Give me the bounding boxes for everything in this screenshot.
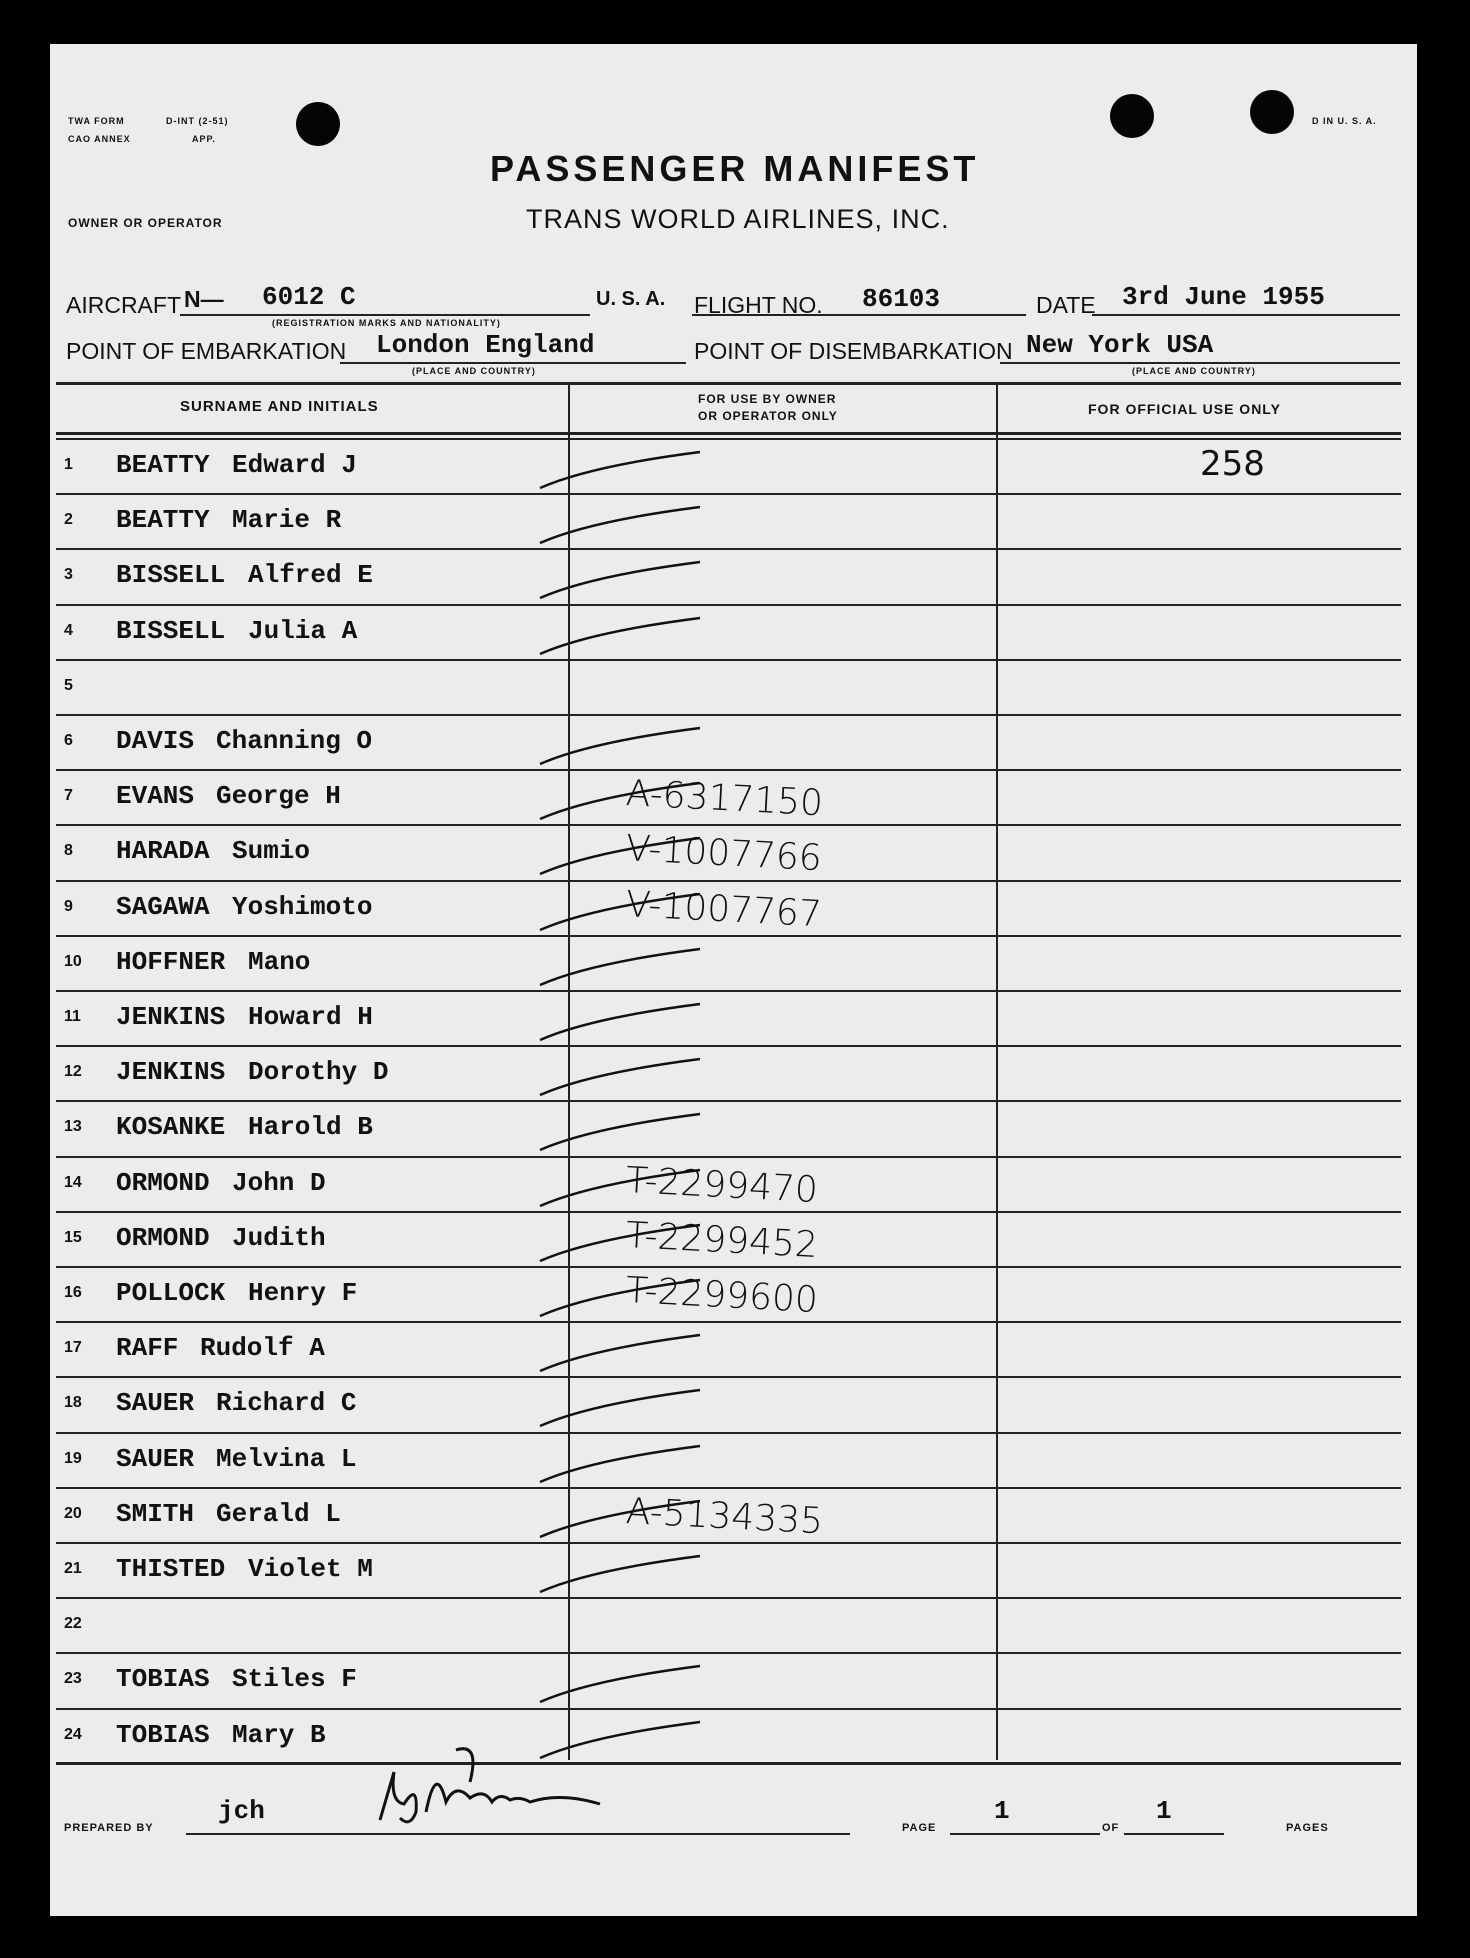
- passenger-surname: SAUER: [116, 1388, 195, 1419]
- passenger-given-name: Gerald L: [216, 1498, 341, 1529]
- passenger-surname: THISTED: [116, 1554, 226, 1584]
- passenger-given-name: Harold B: [248, 1112, 373, 1143]
- visa-number-note: V-1007766: [624, 828, 823, 880]
- row-number: 7: [64, 787, 73, 805]
- column-header-names: SURNAME AND INITIALS: [180, 398, 379, 415]
- row-number: 24: [64, 1725, 82, 1743]
- passenger-given-name: Judith: [232, 1222, 326, 1253]
- passenger-surname: POLLOCK: [116, 1278, 226, 1308]
- printed-in-usa: D IN U. S. A.: [1312, 116, 1377, 126]
- row-number: 4: [64, 621, 73, 639]
- punch-hole: [296, 102, 340, 146]
- passenger-given-name: Channing O: [216, 726, 373, 756]
- visa-number-note: T-2299470: [624, 1159, 819, 1211]
- row-number: 10: [64, 952, 82, 970]
- check-stroke: [530, 941, 710, 991]
- row-number: 13: [64, 1118, 82, 1136]
- column-header-official: FOR OFFICIAL USE ONLY: [1088, 401, 1281, 417]
- manifest-sheet: [50, 44, 1417, 1916]
- pages-label: PAGES: [1286, 1822, 1329, 1834]
- check-stroke: [530, 996, 710, 1046]
- row-number: 5: [64, 676, 73, 694]
- row-number: 8: [64, 842, 73, 860]
- passenger-surname: EVANS: [116, 781, 195, 812]
- registration-note: (REGISTRATION MARKS AND NATIONALITY): [272, 318, 501, 328]
- passenger-surname: ORMOND: [116, 1222, 210, 1253]
- passenger-surname: ORMOND: [116, 1167, 210, 1198]
- passenger-surname: BEATTY: [116, 450, 210, 480]
- passenger-surname: BISSELL: [116, 615, 226, 646]
- check-stroke: [530, 720, 710, 770]
- flight-value: 86103: [862, 284, 941, 314]
- cao-annex-tail: APP.: [192, 134, 216, 144]
- passenger-surname: DAVIS: [116, 726, 195, 756]
- form-number: TWA FORM: [68, 116, 125, 126]
- row-number: 20: [64, 1504, 82, 1522]
- passenger-given-name: Alfred E: [248, 560, 373, 591]
- visa-number-note: V-1007767: [624, 883, 823, 935]
- row-number: 21: [64, 1560, 82, 1577]
- passenger-given-name: Rudolf A: [200, 1333, 325, 1364]
- punch-hole: [1250, 90, 1294, 134]
- passenger-given-name: George H: [216, 781, 341, 812]
- page-label: PAGE: [902, 1822, 937, 1834]
- cao-annex: CAO ANNEX: [68, 134, 131, 144]
- row-number: 16: [64, 1284, 82, 1301]
- prepared-by-label: PREPARED BY: [64, 1822, 154, 1834]
- row-number: 18: [64, 1394, 82, 1412]
- passenger-surname: SMITH: [116, 1498, 195, 1529]
- passenger-given-name: Melvina L: [216, 1443, 357, 1474]
- owner-operator-label: OWNER OR OPERATOR: [68, 216, 223, 230]
- check-stroke: [530, 1327, 710, 1377]
- airline-name: TRANS WORLD AIRLINES, INC.: [526, 204, 950, 234]
- signature: [360, 1742, 660, 1832]
- passenger-given-name: Howard H: [248, 1002, 373, 1032]
- row-number: 15: [64, 1228, 82, 1246]
- check-stroke: [530, 1106, 710, 1156]
- passenger-given-name: Stiles F: [232, 1664, 357, 1695]
- aircraft-label: AIRCRAFT: [66, 292, 181, 318]
- passenger-given-name: Marie R: [232, 505, 342, 536]
- flight-label: FLIGHT NO.: [694, 292, 823, 318]
- form-number-tail: D-INT (2-51): [166, 116, 229, 126]
- check-stroke: [530, 610, 710, 660]
- disembarkation-label: POINT OF DISEMBARKATION: [694, 338, 1013, 364]
- row-number: 22: [64, 1615, 82, 1633]
- row-number: 2: [64, 511, 73, 529]
- column-header-owner-2: OR OPERATOR ONLY: [698, 409, 838, 423]
- passenger-given-name: Yoshimoto: [232, 891, 373, 922]
- check-stroke: [530, 1548, 710, 1598]
- row-number: 1: [64, 456, 73, 473]
- passenger-surname: SAUER: [116, 1443, 195, 1474]
- visa-number-note: T-2299452: [624, 1214, 819, 1266]
- visa-number-note: A-5134335: [624, 1490, 824, 1543]
- row-number: 14: [64, 1173, 82, 1191]
- row-number: 23: [64, 1670, 82, 1688]
- check-stroke: [530, 499, 710, 549]
- passenger-given-name: Mano: [248, 946, 311, 977]
- row-number: 19: [64, 1449, 82, 1467]
- aircraft-value: 6012 C: [262, 282, 356, 312]
- date-value: 3rd June 1955: [1122, 282, 1325, 312]
- passenger-surname: BEATTY: [116, 505, 210, 536]
- embarkation-value: London England: [376, 330, 595, 360]
- passenger-given-name: John D: [232, 1167, 326, 1198]
- row-number: 12: [64, 1063, 82, 1081]
- visa-number-note: T-2299600: [624, 1270, 819, 1322]
- check-stroke: [530, 1382, 710, 1432]
- passenger-surname: TOBIAS: [116, 1664, 210, 1695]
- embarkation-label: POINT OF EMBARKATION: [66, 338, 347, 364]
- nationality: U. S. A.: [596, 288, 666, 310]
- row-number: 6: [64, 732, 73, 749]
- passenger-surname: JENKINS: [116, 1057, 226, 1088]
- row-number: 9: [64, 897, 73, 915]
- passenger-given-name: Dorothy D: [248, 1057, 389, 1088]
- passenger-surname: JENKINS: [116, 1002, 226, 1032]
- passenger-surname: HOFFNER: [116, 946, 226, 977]
- passenger-surname: TOBIAS: [116, 1719, 210, 1750]
- disembarkation-place-note: (PLACE AND COUNTRY): [1132, 366, 1256, 376]
- passenger-given-name: Henry F: [248, 1278, 358, 1308]
- page-value: 1: [994, 1796, 1010, 1826]
- passenger-given-name: Violet M: [248, 1554, 373, 1584]
- column-header-owner-1: FOR USE BY OWNER: [698, 392, 837, 406]
- passenger-given-name: Mary B: [232, 1719, 326, 1750]
- embarkation-place-note: (PLACE AND COUNTRY): [412, 366, 536, 376]
- passenger-given-name: Richard C: [216, 1388, 357, 1419]
- passenger-surname: RAFF: [116, 1333, 179, 1364]
- visa-number-note: A-6317150: [624, 773, 824, 825]
- aircraft-prefix: N—: [184, 286, 224, 312]
- punch-hole: [1110, 94, 1154, 138]
- row-number: 3: [64, 566, 73, 584]
- of-value: 1: [1156, 1796, 1172, 1826]
- check-stroke: [530, 444, 710, 494]
- of-label: OF: [1102, 1822, 1120, 1834]
- page-title: PASSENGER MANIFEST: [490, 148, 980, 189]
- check-stroke: [530, 554, 710, 604]
- passenger-given-name: Julia A: [248, 615, 358, 646]
- check-stroke: [530, 1051, 710, 1101]
- passenger-given-name: Edward J: [232, 450, 357, 480]
- passenger-surname: KOSANKE: [116, 1112, 226, 1143]
- passenger-given-name: Sumio: [232, 836, 311, 867]
- passenger-surname: BISSELL: [116, 560, 226, 591]
- official-use-number: 258: [1200, 444, 1265, 484]
- row-number: 11: [64, 1008, 81, 1025]
- prepared-by-value: jch: [218, 1796, 265, 1826]
- disembarkation-value: New York USA: [1026, 330, 1214, 360]
- date-label: DATE: [1036, 292, 1096, 318]
- check-stroke: [530, 1438, 710, 1488]
- row-number: 17: [64, 1339, 82, 1357]
- check-stroke: [530, 1658, 710, 1708]
- passenger-surname: SAGAWA: [116, 891, 210, 922]
- passenger-surname: HARADA: [116, 836, 210, 867]
